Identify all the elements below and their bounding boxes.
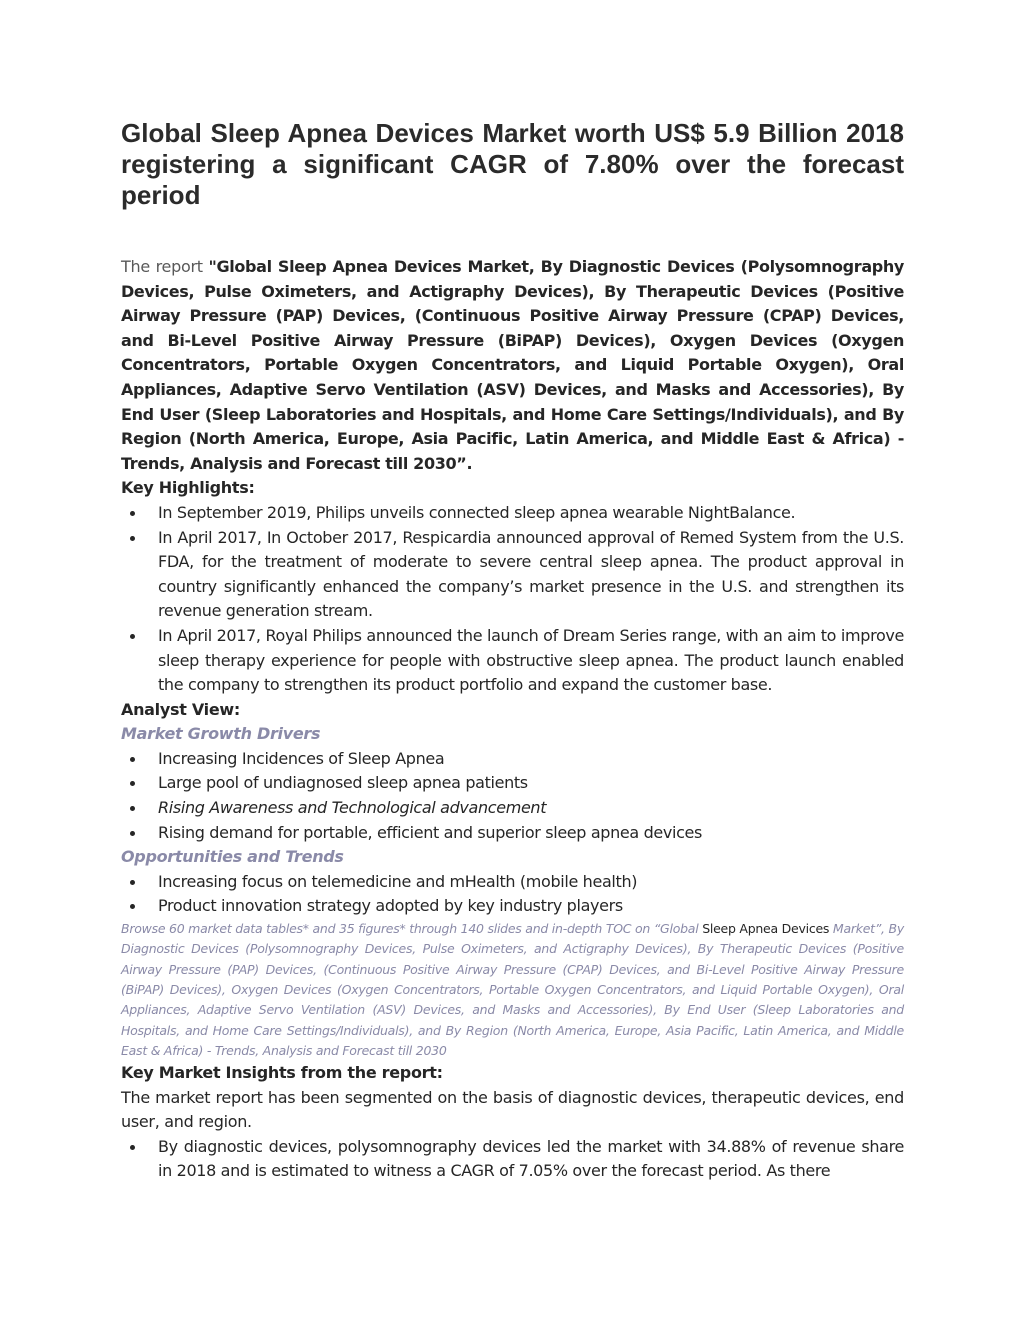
list-item: In April 2017, In October 2017, Respicardia announced approval of Remed System from the U.S. FDA, for the treatment of moderate to severe central sleep apnea. The product approval in country significantly enhanced the company’s market presence in the U.S. and strengthen its revenue generation stream. [121,526,904,624]
list-item: Increasing Incidences of Sleep Apnea [121,747,904,772]
list-item: By diagnostic devices, polysomnography devices led the market with 34.88% of revenue share in 2018 and is estimated to witness a CAGR of 7.05% over the forecast period. As there [121,1135,904,1184]
analyst-view-heading: Analyst View: [121,699,240,719]
key-highlights-heading: Key Highlights: [121,478,255,498]
list-item: Product innovation strategy adopted by key industry players [121,894,904,919]
bullet-icon [130,511,135,516]
intro-paragraph [121,255,904,476]
list-item: Large pool of undiagnosed sleep apnea patients [121,771,904,796]
list-item: Rising demand for portable, efficient and superior sleep apnea devices [121,821,904,846]
bullet-icon [130,831,135,836]
drivers-list [121,747,904,845]
key-highlights-list [121,501,904,698]
browse-link-text: Sleep Apnea Devices [702,921,830,937]
bullet-icon [130,880,135,885]
drivers-heading: Market Growth Drivers [121,724,321,744]
report-name: "Global Sleep Apnea Devices Market, By Diagnostic Devices (Polysomnography Devices, Pulse Oximeters, and Actigraphy Devices), By Therapeutic Devices (Positive Airway Pressure (PAP) Devices, (Continuous Positive Airway Pressure (CPAP) Devices, and Bi-Level Positive Airway Pressure (BiPAP) Devices), Oxygen Devices (Oxygen Concentrators, Portable Oxygen Concentrators, and Liquid Portable Oxygen), Oral Appliances, Adaptive Servo Ventilation (ASV) Devices, and Masks and Accessories), By End User (Sleep Laboratories and Hospitals, and Home Care Settings/Individuals), and By Region (North America, Europe, Asia Pacific, Latin America, and Middle East & Africa) - Trends, Analysis and Forecast till 2030”. [121,257,904,473]
intro-lead: The report [121,257,203,276]
list-item: In September 2019, Philips unveils connected sleep apnea wearable NightBalance. [121,501,904,526]
browse-paragraph: Browse 60 market data tables* and 35 figures* through 140 slides and in-depth TOC on “Global Sleep Apnea Devices Market”, By Diagnostic Devices (Polysomnography Devices, Pulse Oximeters, and Actigraphy Devices), By Therapeutic Devices (Positive Airway Pressure (PAP) Devices, (Continuous Positive Airway Pressure (CPAP) Devices, and Bi-Level Positive Airway Pressure (BiPAP) Devices), Oxygen Devices (Oxygen Concentrators, Portable Oxygen Concentrators, and Liquid Portable Oxygen), Oral Appliances, Adaptive Servo Ventilation (ASV) Devices, and Masks and Accessories), By End User (Sleep Laboratories and Hospitals, and Home Care Settings/Individuals), and By Region (North America, Europe, Asia Pacific, Latin America, and Middle East & Africa) - Trends, Analysis and Forecast till 2030 [121,921,904,1058]
insights-list [121,1135,904,1184]
document-page [121,118,904,1184]
insights-paragraph: The market report has been segmented on the basis of diagnostic devices, therapeutic devices, end user, and region. [121,1087,904,1132]
bullet-icon [130,781,135,786]
document-title: Global Sleep Apnea Devices Market worth US$ 5.9 Billion 2018 registering a significant CAGR of 7.80% over the forecast period [121,118,904,210]
trends-list [121,870,904,919]
trends-heading: Opportunities and Trends [121,847,344,867]
list-item: Increasing focus on telemedicine and mHealth (mobile health) [121,870,904,895]
bullet-icon [130,536,135,541]
list-item: In April 2017, Royal Philips announced the launch of Dream Series range, with an aim to improve sleep therapy experience for people with obstructive sleep apnea. The product launch enabled the company to strengthen its product portfolio and expand the customer base. [121,624,904,698]
list-item: Rising Awareness and Technological advancement [121,796,904,821]
bullet-icon [130,806,135,811]
bullet-icon [130,904,135,909]
bullet-icon [130,634,135,639]
bullet-icon [130,757,135,762]
bullet-icon [130,1145,135,1150]
insights-heading: Key Market Insights from the report: [121,1063,443,1083]
